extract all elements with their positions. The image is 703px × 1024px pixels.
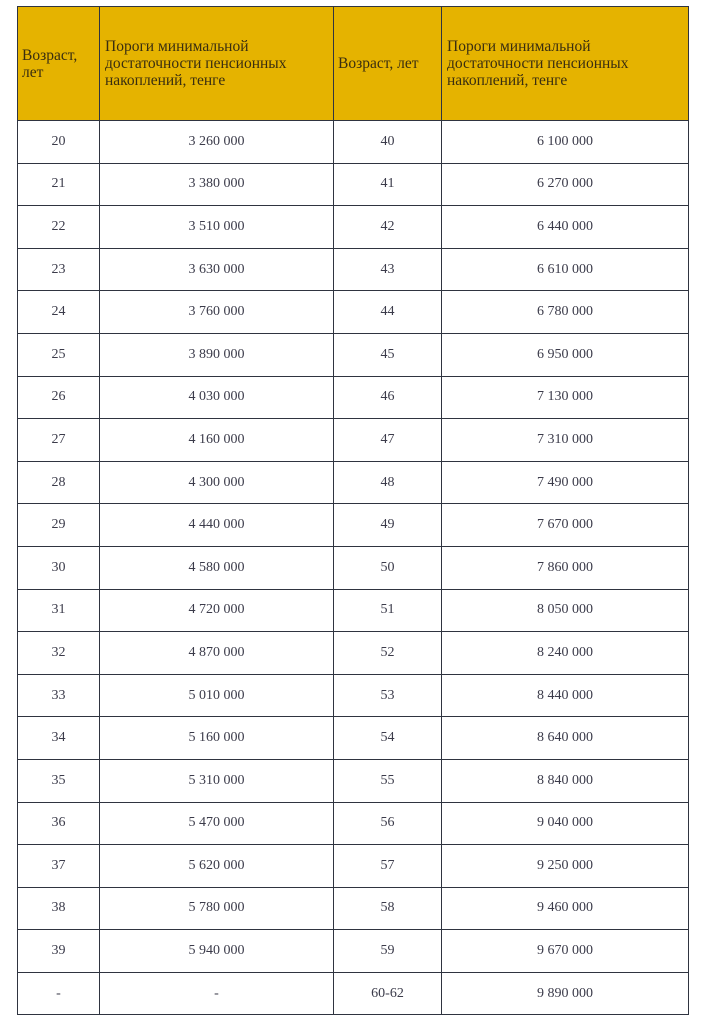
table-row: [18, 632, 689, 675]
age-right-cell: 50: [334, 546, 442, 589]
threshold-right-cell: 8 240 000: [442, 632, 689, 675]
age-left-cell: -: [18, 972, 100, 1015]
age-left-cell: 34: [18, 717, 100, 760]
threshold-right-cell: 9 670 000: [442, 930, 689, 973]
threshold-left-cell: 4 160 000: [100, 419, 334, 462]
age-left-cell: 32: [18, 632, 100, 675]
threshold-right-cell: 6 440 000: [442, 206, 689, 249]
header-age-right: Возраст, лет: [334, 7, 442, 121]
age-right-cell: 59: [334, 930, 442, 973]
threshold-left-cell: 3 260 000: [100, 121, 334, 164]
age-right-cell: 57: [334, 845, 442, 888]
age-right-cell: 44: [334, 291, 442, 334]
threshold-right-cell: 7 130 000: [442, 376, 689, 419]
table-row: [18, 674, 689, 717]
table-row: [18, 589, 689, 632]
threshold-right-cell: 8 440 000: [442, 674, 689, 717]
age-right-cell: 56: [334, 802, 442, 845]
threshold-left-cell: 5 940 000: [100, 930, 334, 973]
age-right-cell: 55: [334, 759, 442, 802]
table-row: [18, 546, 689, 589]
age-right-cell: 51: [334, 589, 442, 632]
age-left-cell: 36: [18, 802, 100, 845]
threshold-right-cell: 7 860 000: [442, 546, 689, 589]
threshold-right-cell: 8 840 000: [442, 759, 689, 802]
age-left-cell: 30: [18, 546, 100, 589]
age-right-cell: 40: [334, 121, 442, 164]
threshold-right-cell: 9 890 000: [442, 972, 689, 1015]
threshold-left-cell: 4 030 000: [100, 376, 334, 419]
age-left-cell: 22: [18, 206, 100, 249]
threshold-left-cell: 5 470 000: [100, 802, 334, 845]
threshold-right-cell: 8 640 000: [442, 717, 689, 760]
table-body: [18, 121, 689, 1015]
age-right-cell: 52: [334, 632, 442, 675]
age-left-cell: 29: [18, 504, 100, 547]
threshold-right-cell: 7 310 000: [442, 419, 689, 462]
threshold-left-cell: 5 310 000: [100, 759, 334, 802]
age-left-cell: 25: [18, 333, 100, 376]
age-left-cell: 21: [18, 163, 100, 206]
age-left-cell: 38: [18, 887, 100, 930]
table-row: [18, 759, 689, 802]
table-row: [18, 802, 689, 845]
threshold-left-cell: 4 870 000: [100, 632, 334, 675]
age-left-cell: 27: [18, 419, 100, 462]
table-row: [18, 504, 689, 547]
header-threshold-right: Пороги минимальной достаточности пенсионных накоплений, тенге: [442, 7, 689, 121]
age-right-cell: 60-62: [334, 972, 442, 1015]
table-row: [18, 333, 689, 376]
threshold-left-cell: 5 620 000: [100, 845, 334, 888]
threshold-left-cell: 3 890 000: [100, 333, 334, 376]
table-row: [18, 717, 689, 760]
table-row: [18, 461, 689, 504]
threshold-right-cell: 9 040 000: [442, 802, 689, 845]
age-left-cell: 39: [18, 930, 100, 973]
age-right-cell: 46: [334, 376, 442, 419]
threshold-right-cell: 7 490 000: [442, 461, 689, 504]
threshold-left-cell: 4 440 000: [100, 504, 334, 547]
age-right-cell: 42: [334, 206, 442, 249]
table-row: [18, 419, 689, 462]
table-row: [18, 291, 689, 334]
header-row: [18, 7, 689, 121]
threshold-left-cell: 4 720 000: [100, 589, 334, 632]
threshold-right-cell: 9 250 000: [442, 845, 689, 888]
table-header: [18, 7, 689, 121]
table-row: [18, 376, 689, 419]
threshold-left-cell: 4 580 000: [100, 546, 334, 589]
threshold-right-cell: 6 610 000: [442, 248, 689, 291]
age-left-cell: 20: [18, 121, 100, 164]
age-right-cell: 41: [334, 163, 442, 206]
age-left-cell: 28: [18, 461, 100, 504]
header-age-left: Возраст, лет: [18, 7, 100, 121]
age-right-cell: 53: [334, 674, 442, 717]
age-right-cell: 54: [334, 717, 442, 760]
table-row: [18, 163, 689, 206]
age-right-cell: 49: [334, 504, 442, 547]
threshold-left-cell: 3 510 000: [100, 206, 334, 249]
threshold-right-cell: 9 460 000: [442, 887, 689, 930]
header-threshold-left: Пороги минимальной достаточности пенсионных накоплений, тенге: [100, 7, 334, 121]
threshold-left-cell: 5 160 000: [100, 717, 334, 760]
table-row: [18, 972, 689, 1015]
age-left-cell: 24: [18, 291, 100, 334]
threshold-left-cell: 5 780 000: [100, 887, 334, 930]
age-left-cell: 37: [18, 845, 100, 888]
threshold-right-cell: 8 050 000: [442, 589, 689, 632]
age-right-cell: 48: [334, 461, 442, 504]
threshold-right-cell: 6 950 000: [442, 333, 689, 376]
table-row: [18, 248, 689, 291]
table-row: [18, 887, 689, 930]
age-left-cell: 23: [18, 248, 100, 291]
threshold-right-cell: 6 100 000: [442, 121, 689, 164]
threshold-left-cell: -: [100, 972, 334, 1015]
pension-thresholds-table: [17, 6, 689, 1015]
table-row: [18, 930, 689, 973]
table-row: [18, 206, 689, 249]
age-right-cell: 43: [334, 248, 442, 291]
table-row: [18, 845, 689, 888]
threshold-right-cell: 6 270 000: [442, 163, 689, 206]
age-right-cell: 47: [334, 419, 442, 462]
table-row: [18, 121, 689, 164]
threshold-left-cell: 4 300 000: [100, 461, 334, 504]
age-left-cell: 33: [18, 674, 100, 717]
threshold-right-cell: 7 670 000: [442, 504, 689, 547]
age-left-cell: 35: [18, 759, 100, 802]
age-left-cell: 26: [18, 376, 100, 419]
age-right-cell: 45: [334, 333, 442, 376]
threshold-right-cell: 6 780 000: [442, 291, 689, 334]
age-right-cell: 58: [334, 887, 442, 930]
threshold-left-cell: 3 630 000: [100, 248, 334, 291]
threshold-left-cell: 3 760 000: [100, 291, 334, 334]
threshold-left-cell: 3 380 000: [100, 163, 334, 206]
threshold-left-cell: 5 010 000: [100, 674, 334, 717]
age-left-cell: 31: [18, 589, 100, 632]
